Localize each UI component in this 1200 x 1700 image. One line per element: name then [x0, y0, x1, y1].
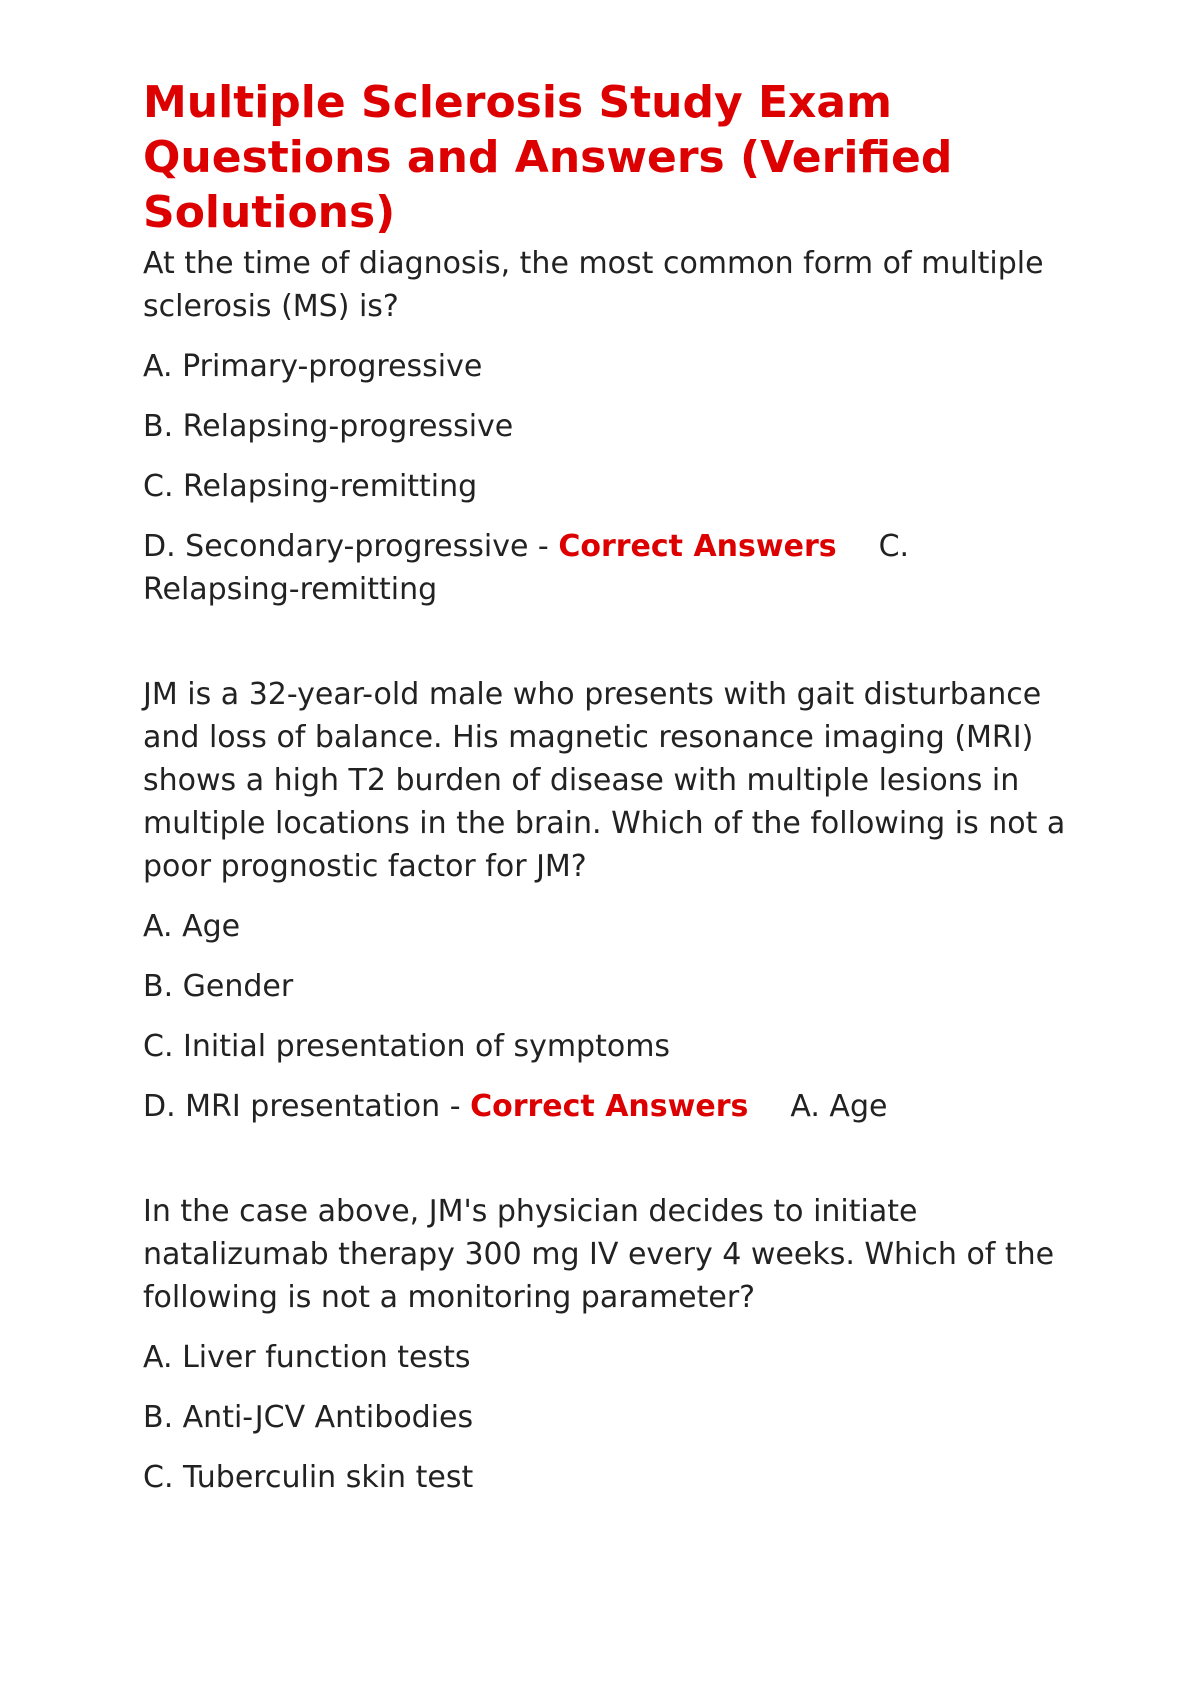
option-c: C. Initial presentation of symptoms: [143, 1029, 671, 1064]
question-3: [143, 1190, 1073, 1499]
option-b: B. Gender: [143, 969, 294, 1004]
correct-answers-label: Correct Answers: [558, 529, 837, 564]
question-text: JM is a 32-year-old male who presents with gait disturbance and loss of balance. His magnetic resonance imaging (MRI) shows a high T2 burden of disease with multiple lesions in multiple locations in the brain. Which of the following is not a poor prognostic factor for JM?: [143, 677, 1066, 884]
correct-answer: C. Relapsing-remitting: [143, 529, 910, 607]
option-c: C. Relapsing-remitting: [143, 469, 478, 504]
question-text: In the case above, JM's physician decides to initiate natalizumab therapy 300 mg IV every 4 weeks. Which of the following is not a monitoring parameter?: [143, 1194, 1055, 1315]
question-1: [143, 242, 1073, 611]
document-title: Multiple Sclerosis Study Exam Questions and Answers (Verified Solutions): [143, 77, 953, 238]
option-d: D. MRI presentation -: [143, 1089, 471, 1124]
option-a: A. Liver function tests: [143, 1340, 471, 1375]
option-d: D. Secondary-progressive -: [143, 529, 559, 564]
option-a: A. Age: [143, 909, 241, 944]
option-b: B. Anti-JCV Antibodies: [143, 1400, 474, 1435]
correct-answers-label: Correct Answers: [470, 1089, 749, 1124]
option-c: C. Tuberculin skin test: [143, 1460, 474, 1495]
option-a: A. Primary-progressive: [143, 349, 483, 384]
document-page: [143, 75, 1073, 1499]
question-2: [143, 673, 1073, 1128]
question-text: At the time of diagnosis, the most common form of multiple sclerosis (MS) is?: [143, 246, 1044, 324]
option-b: B. Relapsing-progressive: [143, 409, 514, 444]
correct-answer: A. Age: [790, 1089, 888, 1124]
option-d-with-answer: [143, 1085, 1073, 1128]
option-d-with-answer: [143, 525, 1073, 611]
